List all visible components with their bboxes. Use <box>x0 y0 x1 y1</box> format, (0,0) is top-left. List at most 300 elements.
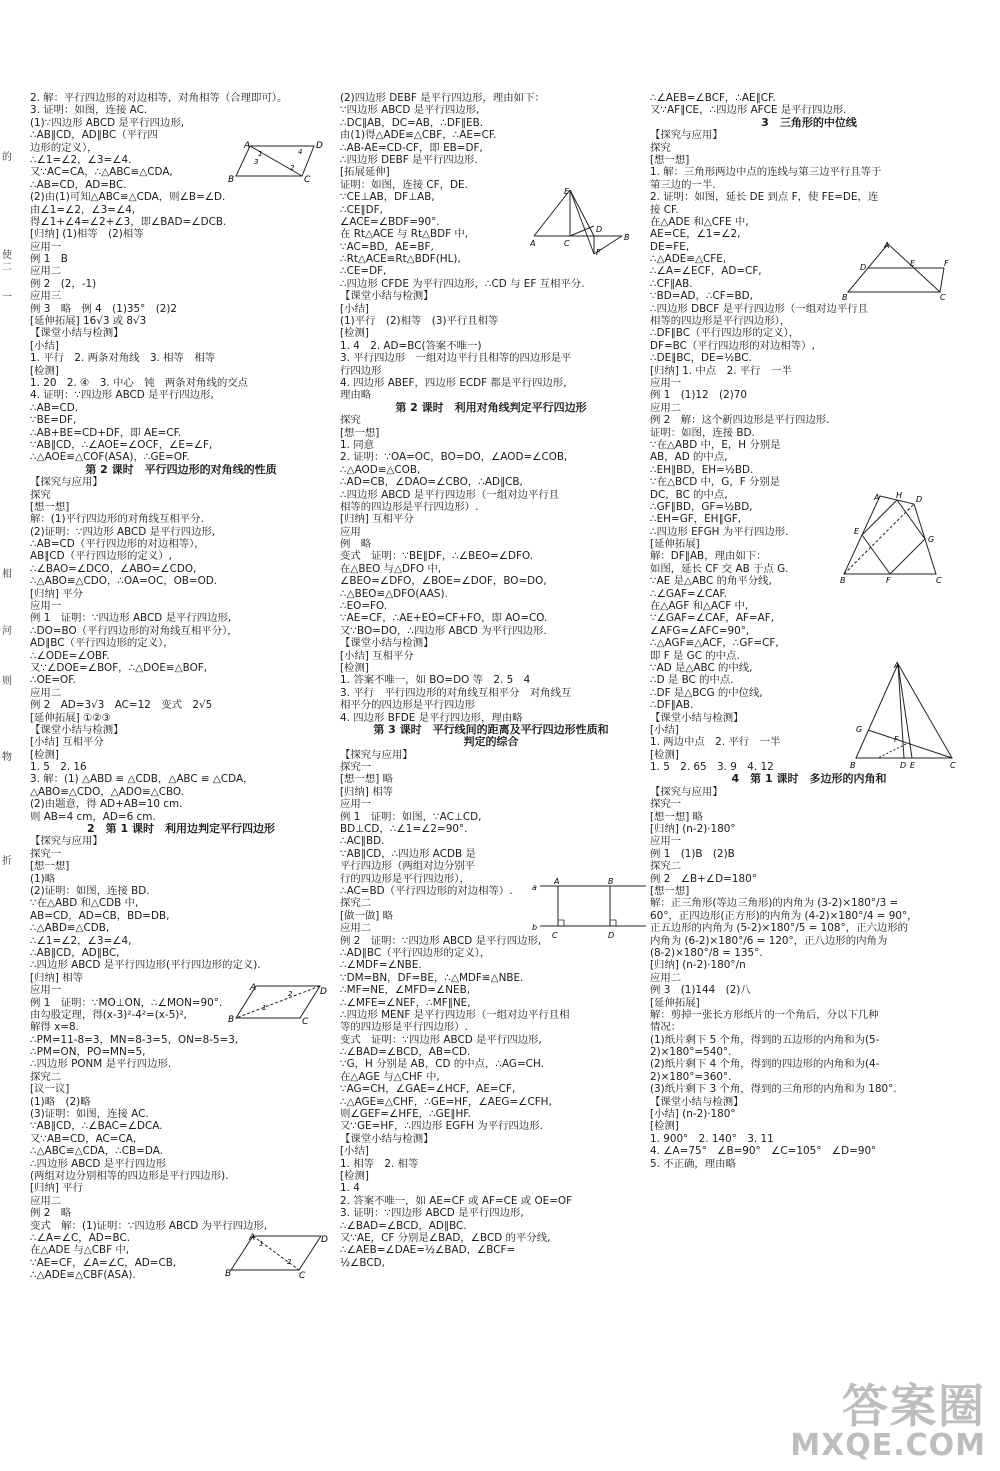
edge-char: 一 <box>2 292 12 303</box>
text-line: 又∵GE=HF，∴四边形 EGFH 为平行四边形. <box>340 1120 543 1133</box>
text-line: [归纳] (n-2)·180°/n <box>650 959 746 972</box>
text-line: ∴四边形 CFDE 为平行四边形，∴CD 与 EF 互相平分. <box>340 277 585 290</box>
text-line: 例 1 (1)B (2)B <box>650 847 735 860</box>
text-line: ∴∠MFE=∠NEF，∴MF∥NE, <box>340 996 471 1009</box>
figure-angle-bisector <box>850 660 960 770</box>
figure-point-label: A <box>530 239 536 248</box>
text-line: 2)×180°=360°. <box>650 1070 732 1083</box>
text-line: ∴EH∥BD，EH=½BD. <box>650 463 754 476</box>
answer-column-left <box>30 92 332 1282</box>
text-line: ∵AB∥CD，∴四边形 ACDB 是 <box>340 847 476 860</box>
text-line: 2. 答案不唯一，如 AE=CF 或 AF=CE 或 OE=OF <box>340 1194 573 1207</box>
figure-point-label: G <box>856 725 863 734</box>
text-line: (3)纸片剩下 3 个角，得到的三角形的内角和为 180°. <box>650 1083 897 1096</box>
text-line: 应用一 <box>340 798 372 811</box>
edge-char: 河 <box>2 626 12 637</box>
text-line: ∴DF 是△BCG 的中位线, <box>650 686 763 699</box>
text-line: 又∵∠DOE=∠BOF，∴△DOE≌△BOF, <box>30 661 208 674</box>
figure-point-label: A <box>244 141 251 151</box>
edge-char: 物 <box>2 752 12 763</box>
text-line: [延伸拓展] 16√3 或 8√3 <box>30 315 147 328</box>
text-line: 1. 900° 2. 140° 3. 11 <box>650 1132 774 1145</box>
text-line: ∵CE⊥AB，DF⊥AB, <box>340 191 435 204</box>
figure-point-label: A <box>554 877 560 886</box>
figure-point-label: B <box>842 293 848 302</box>
text-line: 探究一 <box>650 798 682 811</box>
section-heading: 4 第 1 课时 多边形的内角和 <box>731 773 887 786</box>
figure-point-label: A <box>874 493 880 502</box>
text-line: [延伸拓展] <box>650 538 700 551</box>
text-line: ∴四边形 DBCF 是平行四边形（一组对边平行且 <box>650 302 869 315</box>
text-line: 3. 平行四边形 一组对边平行且相等的四边形是平 <box>340 352 572 365</box>
text-line: ∴AB=CD，AD=BC. <box>30 178 127 191</box>
text-line: 1. 4 2. AD=BC(答案不唯一) <box>340 339 482 352</box>
text-line: 解：(1)平行四边形的对角线互相平分. <box>30 513 204 526</box>
text-line: ∴△ABD≌△CDB, <box>30 922 110 935</box>
figure-point-label: b <box>532 923 538 932</box>
text-line: ∴AB+BE=CD+DF，即 AE=CF. <box>30 426 182 439</box>
text-line: [想一想] <box>30 500 70 513</box>
text-line: [小结] <box>340 302 369 315</box>
figure-point-label: 1 <box>262 1004 267 1012</box>
text-line: (1)纸片剩下 5 个角，得到的五边形的内角和为(5- <box>650 1033 880 1046</box>
figure-point-label: A <box>250 983 257 993</box>
text-line: ∴AC∥BD. <box>340 835 385 848</box>
text-line: 4. 四边形 BFDE 是平行四边形，理由略 <box>340 711 523 724</box>
figure-point-label: F <box>886 576 891 584</box>
text-line: ∴CF∥AB. <box>650 277 693 290</box>
text-line: ∴AD=CB，∠DAO=∠CBO，∴AD∥CB, <box>340 476 523 489</box>
text-line: 得∠1+∠4=∠2+∠3，即∠BAD=∠DCB. <box>30 215 227 228</box>
text-line: [归纳] 1. 中点 2. 平行 一半 <box>650 364 792 377</box>
text-line: [检测] <box>650 1120 679 1133</box>
text-line: ∴△AGF≌△ACF，∴GF=CF, <box>650 637 779 650</box>
answer-column-middle <box>340 92 642 1269</box>
text-line: 2. 证明：如图，延长 DE 到点 F，使 FE=DE，连 <box>650 191 879 204</box>
figure-point-label: a <box>532 883 537 892</box>
figure-point-label: D <box>321 1235 328 1245</box>
text-line: (2)四边形 DEBF 是平行四边形，理由如下： <box>340 92 545 104</box>
text-line: ∵DM=BN，DF=BE，∴△MDF≌△NBE. <box>340 971 524 984</box>
text-line: [小结] <box>30 339 59 352</box>
text-line: (3)证明：如图，连接 AC. <box>30 1108 149 1121</box>
text-line: ∵∠GAF=∠CAF，AF=AF, <box>650 612 774 625</box>
text-line: 2. 证明：∵OA=OC，BO=DO，∠AOD=∠COB, <box>340 451 568 464</box>
text-line: ∵在△ABD 和△CDB 中, <box>30 897 139 910</box>
text-line: ∵四边形 ABCD 是平行四边形, <box>340 104 480 117</box>
text-line: 内角为 (6-2)×180°/6 = 120°，正八边形的内角为 <box>650 934 888 947</box>
text-line: ∴CE∥DF, <box>340 203 383 216</box>
figure-point-label: D <box>608 931 615 940</box>
text-line: [延伸拓展] ①②③ <box>30 711 111 724</box>
text-line: ∴∠A=∠C，AD=BC. <box>30 1231 131 1244</box>
text-line: ∴CE=DF, <box>340 265 387 278</box>
edge-char: 二 <box>2 262 12 273</box>
text-line: 应用二 <box>650 971 682 984</box>
text-line: (2)证明：如图，连接 BD. <box>30 885 150 897</box>
text-line: ∵AD 是△ABC 的中线, <box>650 661 753 674</box>
text-line: ∴DF∥AB. <box>650 699 694 712</box>
text-line: ∴△ABO≌△CDO，∴OA=OC，OB=OD. <box>30 575 218 588</box>
text-line: ∴△ABC≌△CDA，∴CB=DA. <box>30 1145 163 1158</box>
figure-point-label: C <box>564 239 570 248</box>
text-line: 探究二 <box>340 897 372 910</box>
figure-point-label: C <box>950 761 956 770</box>
text-line: ∴MF=NE，∠MFD=∠NEB, <box>340 984 471 997</box>
text-line: 例 1 证明：∵四边形 ABCD 是平行四边形, <box>30 612 232 625</box>
text-line: [做一做] 略 <box>340 909 393 922</box>
text-line: ∴AD∥BC（平行四边形的定义）， <box>340 946 491 959</box>
text-line: 解：DF∥AB，理由如下： <box>650 550 767 563</box>
text-line: ∵AE 是△ABC 的角平分线, <box>650 575 772 588</box>
text-line: ∵在△ABD 中，E，H 分别是 <box>650 438 781 451</box>
text-line: 3. 平行 平行四边形的对角线互相平分 对角线互 <box>340 686 572 699</box>
text-line: 例 2 解：这个新四边形是平行四边形. <box>650 414 830 427</box>
text-line: [小结] <box>340 1145 369 1158</box>
text-line: ∴∠A=∠ECF，AD=CF, <box>650 265 762 278</box>
text-line: 【课堂小结与检测】 <box>340 1132 434 1145</box>
text-line: 由(1)得△ADE≌△CBF，∴AE=CF. <box>340 129 497 142</box>
text-line: ∴四边形 DEBF 是平行四边形. <box>340 153 478 166</box>
figure-point-label: F <box>596 248 601 256</box>
text-line: ∴DE∥BC，DE=½BC. <box>650 352 752 365</box>
text-line: ∠BEO=∠DFO，∠BOE=∠DOF，BO=DO, <box>340 575 547 588</box>
text-line: ∵AE=CF，∴AE+EO=CF+FO，即 AO=CO. <box>340 612 548 625</box>
text-line: ∴△BEO≌△DFO(AAS). <box>340 587 448 600</box>
figure-point-label: E <box>854 527 860 536</box>
figure-point-label: C <box>304 175 311 184</box>
text-line: 解：剪掉一张长方形纸片的一个角后，分以下几种 <box>650 1008 879 1021</box>
text-line: 4. 证明：∵四边形 ABCD 是平行四边形, <box>30 389 214 402</box>
figure-point-label: G <box>928 535 935 544</box>
text-line: 例 2 ∠B+∠D=180° <box>650 872 757 885</box>
text-line: ∴∠BAD=∠BCD，AD∥BC. <box>340 1219 467 1232</box>
edge-char: 折 <box>2 856 12 867</box>
text-line: (1)∵四边形 ABCD 是平行四边形, <box>30 116 185 129</box>
text-line: 5. 不正确，理由略 <box>650 1157 736 1170</box>
figure-point-label: 1 <box>259 1240 264 1248</box>
text-line: ∴四边形 MENF 是平行四边形（一组对边平行且相 <box>340 1008 570 1021</box>
text-line: 1. 20 2. ④ 3. 中心 钝 两条对角线的交点 <box>30 376 249 389</box>
text-line: ∴∠ODE=∠OBF. <box>30 649 110 662</box>
figure-point-label: F <box>894 735 899 744</box>
text-line: ∴∠BAO=∠DCO，∠ABO=∠CDO, <box>30 562 197 575</box>
text-line: 【探究与应用】 <box>650 129 723 142</box>
text-line: 应用一 <box>30 984 62 997</box>
text-line: 情况： <box>650 1021 682 1034</box>
text-line: 【课堂小结与检测】 <box>340 290 434 303</box>
text-line: ∴Rt△ACE≌Rt△BDF(HL), <box>340 253 461 266</box>
text-line: AB，AD 的中点, <box>650 451 728 464</box>
text-line: ∴四边形 ABCD 是平行四边形 <box>30 1157 167 1170</box>
text-line: 在 Rt△ACE 与 Rt△BDF 中, <box>340 228 469 241</box>
watermark-text: 答案圈 <box>842 1379 986 1433</box>
text-line: (2)纸片剩下 4 个角，得到的四边形的内角和为(4- <box>650 1058 880 1071</box>
figure-point-label: B <box>228 175 235 184</box>
text-line: 应用二 <box>30 265 62 278</box>
text-line: ∵AG=CH，∠GAE=∠HCF，AE=CF, <box>340 1083 516 1096</box>
text-line: 4. ∠A=75° ∠B=90° ∠C=105° ∠D=90° <box>650 1145 877 1158</box>
text-line: 又∵BO=DO，∴四边形 ABCD 为平行四边形. <box>340 624 547 637</box>
text-line: [检测] <box>340 327 369 340</box>
text-line: 探究 <box>650 141 671 154</box>
text-line: 例 1 B <box>30 253 68 266</box>
text-line: ∴∠MDF=∠NBE. <box>340 959 422 972</box>
text-line: [检测] <box>340 1169 369 1182</box>
text-line: ∵AB∥CD，∴∠AOE=∠OCF，∠E=∠F, <box>30 438 213 451</box>
text-line: 接 CF. <box>650 203 679 216</box>
figure-parallel-lines <box>530 876 650 940</box>
text-line: ∴GF∥BD，GF=½BD, <box>650 500 753 513</box>
text-line: 例 1 证明：∵MO⊥ON，∴∠MON=90°. <box>30 996 223 1009</box>
text-line: 第三边的一半. <box>650 178 716 191</box>
text-line: [小结] 互相平分 <box>340 649 414 662</box>
edge-char: 相 <box>2 569 12 580</box>
figure-point-label: C <box>936 576 942 584</box>
text-line: 应用二 <box>650 401 682 414</box>
text-line: 在△AGE 与△CHF 中, <box>340 1070 440 1083</box>
figure-point-label: 2 <box>287 1258 292 1266</box>
text-line: [检测] <box>650 748 679 761</box>
text-line: [拓展延伸] <box>340 166 390 179</box>
figure-midpoint-triangle <box>840 240 952 302</box>
binding-edge <box>0 0 14 1471</box>
text-line: 证明：如图，连接 BD. <box>650 426 755 439</box>
text-line: 相等的四边形是平行四边形）， <box>650 315 791 328</box>
text-line: ∴AB∥CD，AD∥BC（平行四 <box>30 129 158 142</box>
text-line: ∴AB∥CD，AD∥BC, <box>30 946 120 959</box>
section-heading: 第 2 课时 平行四边形的对角线的性质 <box>85 463 277 476</box>
text-line: ∵AC=BD，AE=BF, <box>340 240 434 253</box>
section-heading: 判定的综合 <box>463 736 519 749</box>
text-line: 变式 证明：∵四边形 ABCD 是平行四边形, <box>340 1033 542 1046</box>
text-line: 理由略 <box>340 389 372 402</box>
text-line: 应用一 <box>30 240 62 253</box>
text-line: ∴EH=GF，EH∥GF, <box>650 513 742 526</box>
text-line: [想一想] 略 <box>340 773 393 786</box>
text-line: 应用 <box>340 525 361 538</box>
figure-point-label: D <box>596 225 603 234</box>
text-line: ∴∠1=∠2，∠3=∠4. <box>30 153 132 166</box>
text-line: 探究 <box>30 488 51 501</box>
text-line: ∴∠AEB=∠BCF，∴AE∥CF. <box>650 92 776 104</box>
text-line: (两组对边分别相等的四边形是平行四边形). <box>30 1169 229 1182</box>
text-line: (2)由题意，得 AD+AB=10 cm. <box>30 798 183 811</box>
section-heading: 3 三角形的中位线 <box>761 116 857 129</box>
figure-point-label: 4 <box>298 148 303 156</box>
text-line: 探究二 <box>30 1070 62 1083</box>
text-line: DC，BC 的中点, <box>650 488 728 501</box>
edge-char: 的 <box>2 152 12 163</box>
figure-point-label: C <box>552 931 558 940</box>
text-line: 60°，正四边形(正方形)的内角为 (4-2)×180°/4 = 90°， <box>650 909 918 922</box>
text-line: [小结] (n-2)·180° <box>650 1108 736 1121</box>
text-line: ∵AE=CF，∠A=∠C，AD=CB, <box>30 1256 177 1269</box>
text-line: 则∠GEF=∠HFE，∴GE∥HF. <box>340 1108 471 1121</box>
text-line: ∴△ADE≌△CFE, <box>650 253 727 266</box>
text-line: [议一议] <box>30 1083 70 1096</box>
text-line: 变式 解：(1)证明：∵四边形 ABCD 为平行四边形, <box>30 1219 268 1232</box>
text-line: 2)×180°=540°. <box>650 1046 732 1059</box>
text-line: ∴OE=OF. <box>30 674 76 687</box>
text-line: ∵BD=AD，∴CF=BD, <box>650 290 753 303</box>
text-line: 1. 4 <box>340 1182 360 1195</box>
figure-point-label: B <box>225 1269 232 1278</box>
figure-cross-parallelogram <box>225 1232 330 1278</box>
text-line: [检测] <box>30 748 59 761</box>
text-line: 正五边形的内角为 (5-2)×180°/5 = 108°，正六边形的 <box>650 922 909 935</box>
text-line: ∴∠1=∠2，∠3=∠4, <box>30 934 132 947</box>
text-line: 【探究与应用】 <box>30 476 103 489</box>
figure-point-label: E <box>910 761 916 770</box>
text-line: AD∥BC（平行四边形的定义）， <box>30 637 174 650</box>
text-line: 等的四边形是平行四边形）. <box>340 1021 468 1034</box>
text-line: 例 略 <box>340 538 372 551</box>
text-line: ∵BE=DF, <box>30 414 77 427</box>
text-line: 又∵AE，CF 分别是∠BAD，∠BCD 的平分线, <box>340 1231 551 1244</box>
text-line: (1)平行 (2)相等 (3)平行且相等 <box>340 315 499 328</box>
text-line: 例 2 AD=3√3 AC=12 变式 2√5 <box>30 699 213 712</box>
text-line: 3. 证明：∵四边形 ABCD 是平行四边形, <box>340 1207 524 1220</box>
watermark-url: MXQE.COM <box>790 1428 986 1463</box>
figure-point-label: D <box>900 761 907 770</box>
text-line: 应用二 <box>340 922 372 935</box>
text-line: ∴△AGE≌△CHF，∴GE=HF，∠AEG=∠CFH, <box>340 1095 552 1108</box>
text-line: [归纳] (n-2)·180° <box>650 823 736 836</box>
text-line: 边形的定义）， <box>30 141 98 154</box>
figure-point-label: A <box>894 661 900 670</box>
text-line: 探究 <box>340 414 361 427</box>
text-line: 相平分的四边形是平行四边形 <box>340 699 476 712</box>
figure-point-label: A <box>249 1233 256 1243</box>
text-line: [检测] <box>340 661 369 674</box>
text-line: 应用二 <box>30 1194 62 1207</box>
text-line: [归纳] 平行 <box>30 1182 83 1195</box>
text-line: ∴∠BAD=∠BCD，AB=CD. <box>340 1046 471 1059</box>
text-line: 3. 解：(1) △ABD ≌ △CDB，△ABC ≌ △CDA， <box>30 773 254 786</box>
text-line: ∵G，H 分别是 AB，CD 的中点，∴AG=CH. <box>340 1058 544 1071</box>
text-line: 例 1 (1)12 (2)70 <box>650 389 747 402</box>
figure-point-label: 2 <box>288 990 293 998</box>
text-line: ∴DC∥AB，DC=AB，∴DF∥EB. <box>340 116 484 129</box>
text-line: 例 2 (2，-1) <box>30 277 97 290</box>
text-line: [想一想] <box>340 426 380 439</box>
text-line: 【课堂小结与检测】 <box>340 637 434 650</box>
edge-char: 使 <box>2 250 12 261</box>
figure-point-label: A <box>884 241 890 250</box>
text-line: 解：正三角形(等边三角形)的内角为 (3-2)×180°/3 = <box>650 897 899 910</box>
section-heading: 第 2 课时 利用对角线判定平行四边形 <box>395 401 587 414</box>
text-line: 探究二 <box>650 860 682 873</box>
text-line: 如图，延长 CF 交 AB 于点 G. <box>650 562 789 575</box>
text-line: ∴AC=BD（平行四边形的对边相等）. <box>340 885 513 897</box>
section-heading: 2 第 1 课时 利用边判定平行四边形 <box>87 823 275 836</box>
text-line: 1. 相等 2. 相等 <box>340 1157 419 1170</box>
text-line: 又∵AC=CA，∴△ABC≌△CDA, <box>30 166 173 179</box>
figure-point-label: B <box>840 576 846 584</box>
text-line: 应用一 <box>650 835 682 848</box>
text-line: BD⊥CD，∴∠1=∠2=90°. <box>340 823 468 836</box>
text-line: 变式 证明：∵BE∥DF，∴∠BEO=∠DFO. <box>340 550 534 563</box>
text-line: [小结] <box>650 723 679 736</box>
figure-point-label: C <box>302 1017 309 1024</box>
text-line: 【探究与应用】 <box>650 785 723 798</box>
text-line: [小结] 互相平分 <box>30 736 104 749</box>
text-line: [归纳] 相等 <box>30 971 83 984</box>
text-line: ∴四边形 ABCD 是平行四边形（一组对边平行且 <box>340 488 560 501</box>
text-line: 应用一 <box>30 600 62 613</box>
text-line: (1)略 (2)略 <box>30 1095 91 1108</box>
text-line: 证明：如图，连接 CF，DE. <box>340 178 468 191</box>
text-line: [归纳] (1)相等 (2)相等 <box>30 228 144 241</box>
text-line: 在△BEO 与△DFO 中, <box>340 562 442 575</box>
text-line: 1. 两边中点 2. 平行 一半 <box>650 736 781 749</box>
figure-point-label: E <box>564 187 570 196</box>
text-line: 【课堂小结与检测】 <box>650 711 744 724</box>
watermark-logo <box>770 1370 990 1465</box>
text-line: 探究一 <box>30 847 62 860</box>
text-line: 例 2 证明：∵四边形 ABCD 是平行四边形, <box>340 934 542 947</box>
figure-point-label: 2 <box>290 164 295 172</box>
text-line: [归纳] 互相平分 <box>340 513 414 526</box>
text-line: 由∠1=∠2，∠3=∠4, <box>30 203 136 216</box>
text-line: 即 F 是 GC 的中点. <box>650 649 740 662</box>
text-line: 例 3 (1)144 (2)八 <box>650 984 751 997</box>
text-line: 又∵AF∥CE，∴四边形 AFCE 是平行四边形. <box>650 104 847 117</box>
text-line: 在△AGF 和△ACF 中, <box>650 600 749 613</box>
figure-point-label: 3 <box>254 158 259 166</box>
text-line: ∴△ADE≌△CBF(ASA). <box>30 1269 136 1282</box>
figure-point-label: D <box>916 495 923 504</box>
text-line: 4. 四边形 ABEF，四边形 ECDF 都是平行四边形， <box>340 376 574 389</box>
edge-char: 则 <box>2 676 12 687</box>
figure-parallelogram-2 <box>228 982 328 1024</box>
figure-point-label: C <box>299 1271 306 1278</box>
figure-point-label: B <box>850 761 856 770</box>
text-line: ∴PM=ON，PO=MN=5, <box>30 1046 146 1059</box>
text-line: △ABO≌△CDO，△ADO≌△CBO. <box>30 785 184 798</box>
text-line: 3. 证明：如图，连接 AC. <box>30 104 148 117</box>
text-line: AB∥CD（平行四边形的定义）, <box>30 550 172 563</box>
text-line: DF=BC（平行四边形的对边相等）, <box>650 339 815 352</box>
figure-point-label: F <box>944 259 949 268</box>
text-line: 则 AB=4 cm，AD=6 cm. <box>30 810 156 823</box>
text-line: ∠ACE=∠BDF=90°. <box>340 215 440 228</box>
figure-point-label: E <box>910 259 916 268</box>
text-line: ∵AB∥CD，∴∠BAC=∠DCA. <box>30 1120 163 1133</box>
text-line: AE=CE，∠1=∠2, <box>650 228 741 241</box>
figure-point-label: 1 <box>258 150 263 158</box>
text-line: [归纳] 相等 <box>340 785 393 798</box>
text-line: (2)证明：∵四边形 ABCD 是平行四边形, <box>30 525 216 538</box>
text-line: ∴PM=11-8=3，MN=8-3=5，ON=8-5=3, <box>30 1033 239 1046</box>
text-line: 相等的四边形是平行四边形）. <box>340 500 479 513</box>
text-line: ∴四边形 PONM 是平行四边形. <box>30 1058 172 1071</box>
text-line: [延伸拓展] <box>650 996 700 1009</box>
text-line: 由勾股定理，得(x-3)²-4²=(x-5)², <box>30 1008 187 1021</box>
text-line: ∴四边形 ABCD 是平行四边形(平行四边形的定义). <box>30 959 261 972</box>
text-line: ∴AB=CD. <box>30 401 79 414</box>
text-line: 应用一 <box>650 376 682 389</box>
text-line: ∴AB=CD（平行四边形的对边相等）， <box>30 538 205 551</box>
figure-point-label: B <box>228 1015 235 1024</box>
text-line: 1. 平行 2. 两条对角线 3. 相等 相等 <box>30 352 216 365</box>
text-line: ½∠BCD, <box>340 1256 385 1269</box>
text-line: [想一想] <box>30 860 70 873</box>
text-line: 应用三 <box>30 290 62 303</box>
figure-point-label: H <box>896 491 903 500</box>
figure-point-label: D <box>860 263 867 272</box>
